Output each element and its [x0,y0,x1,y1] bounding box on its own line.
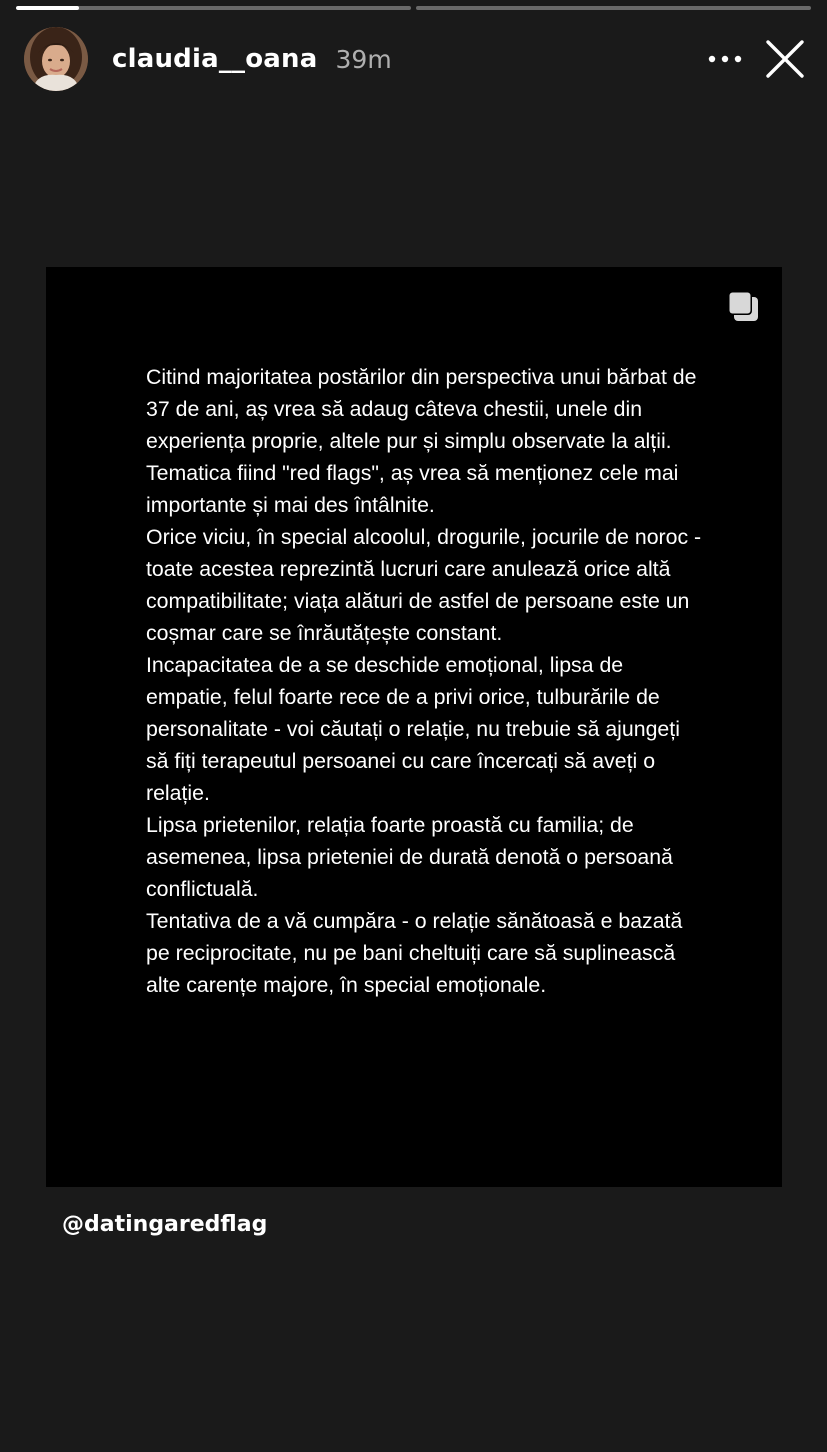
avatar[interactable] [24,27,88,91]
post-text [146,361,706,1001]
progress-fill-1 [16,6,79,10]
post-paragraph-1: Citind majoritatea postărilor din perspectiva unui bărbat de 37 de ani, aș vrea să adaug câteva chestii, unele din experiența proprie, altele pur și simplu observate la alții. Tematica fiind "red flags", aș vrea să menționez cele mai importante și mai des întâlnite. [146,365,697,517]
username[interactable]: claudia__oana [112,44,318,74]
post-paragraph-3: Incapacitatea de a se deschide emoțional, lipsa de empatie, felul foarte rece de a privi orice, tulburările de personalitate - voi căutați o relație, nu trebuie să ajungeți să fiți terapeutul persoanei cu care încercați să aveți o relație. [146,653,680,805]
more-options-button[interactable] [703,37,747,81]
profile-photo-icon [24,27,88,91]
story-progress-bar [16,6,811,10]
more-horizontal-icon [708,54,742,64]
close-icon [765,39,805,79]
close-button[interactable] [761,35,809,83]
story-header [24,26,809,92]
post-paragraph-5: Tentativa de a vă cumpăra - o relație sănătoasă e bazată pe reciprocitate, nu pe bani cheltuiți care să suplinească alte carențe majore, în special emoționale. [146,909,683,997]
shared-post-card[interactable] [46,267,782,1187]
post-paragraph-4: Lipsa prietenilor, relația foarte proastă cu familia; de asemenea, lipsa prieteniei de durată denotă o persoană conflictuală. [146,813,673,901]
mention-tag[interactable]: @datingaredflag [62,1212,268,1237]
carousel-multiple-icon [726,289,760,323]
post-paragraph-2: Orice viciu, în special alcoolul, drogurile, jocurile de noroc - toate acestea reprezintă lucruri care anulează orice altă compatibilitate; viața alături de astfel de persoane este un coșmar care se înrăutățește constant. [146,525,702,645]
progress-segment-2 [416,6,811,10]
post-time: 39m [335,44,392,74]
progress-segment-1 [16,6,411,10]
